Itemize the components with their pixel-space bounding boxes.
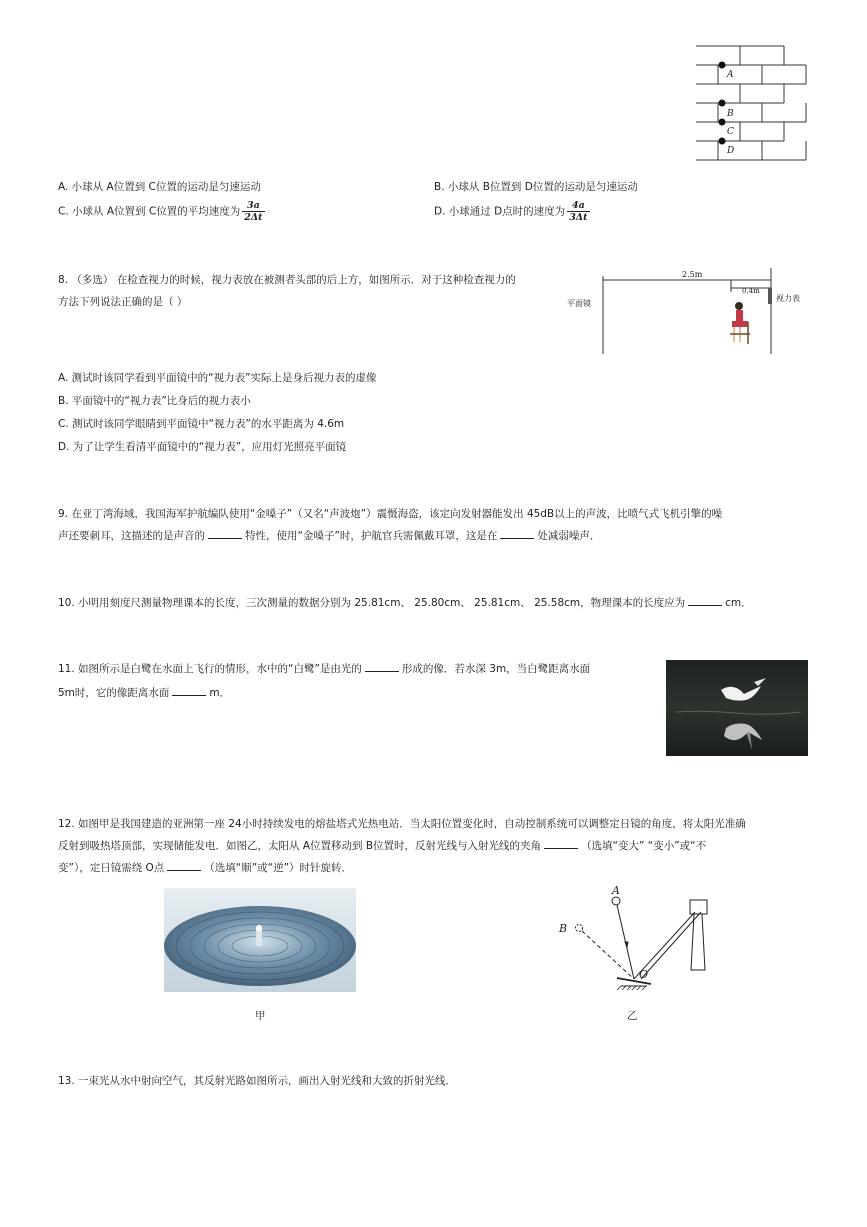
q7-option-b: B. 小球从 B位置到 D位置的运动是匀速运动	[434, 181, 638, 193]
eye-test-figure	[562, 266, 812, 358]
solar-plant-photo	[164, 888, 356, 992]
distance-label-2: 0.4m	[742, 287, 760, 295]
label-a: A	[727, 70, 734, 80]
label-o: O	[639, 968, 649, 981]
caption-jia: 甲	[255, 1010, 266, 1022]
egret-photo	[666, 660, 808, 756]
fraction: $\frac{4a}{3\Delta t}$	[569, 200, 588, 223]
answer-blank	[172, 685, 206, 696]
q8-stem-line2: 方法下列说法正确的是（ ）	[58, 296, 188, 308]
label-b: B	[727, 109, 734, 119]
q10-stem: 10. 小明用刻度尺测量物理课本的长度，三次测量的数据分别为 25.81cm、 25.80cm、 25.81cm、 25.58cm，物理课本的长度应为 cm．	[58, 597, 752, 609]
q9-stem-line1: 9. 在亚丁湾海域，我国海军护航编队使用“金嗓子”（又名“声波炮”）震慑海盗，该定向发射器能发出 45dB以上的声波，比喷气式飞机引擎的噪	[58, 508, 723, 520]
q8-option-d: D. 为了让学生看清平面镜中的“视力表”，应用灯光照亮平面镜	[58, 441, 347, 453]
q12-stem-line1: 12. 如图甲是我国建造的亚洲第一座 24小时持续发电的熔盐塔式光热电站．当太阳位置变化时，自动控制系统可以调整定日镜的角度，将太阳光准确	[58, 818, 746, 830]
q8-option-a: A. 测试时该同学看到平面镜中的“视力表”实际上是身后视力表的虚像	[58, 372, 377, 384]
q12-stem-line3: 变”），定日镜需绕 O点 （选填“顺”或“逆”）时针旋转．	[58, 862, 353, 874]
q7-option-c: C. 小球从 A位置到 C位置的平均速度为 $\frac{3a}{2\Delta t}$	[58, 200, 263, 223]
q13-stem: 13. 一束光从水中射向空气，其反射光路如图所示，画出入射光线和大致的折射光线．	[58, 1075, 457, 1087]
q12-stem-line2: 反射到吸热塔顶部，实现储能发电．如图乙，太阳从 A位置移动到 B位置时，反射光线与入射光线的夹角 （选填“变大” “变小”或“不	[58, 840, 707, 852]
label-b: B	[559, 922, 568, 935]
brick-wall-figure	[690, 44, 810, 164]
q8-option-c: C. 测试时该同学眼睛到平面镜中“视力表”的水平距离为 4.6m	[58, 418, 345, 430]
q7-option-d: D. 小球通过 D点时的速度为 $\frac{4a}{3\Delta t}$	[434, 200, 588, 223]
q8-stem-line1: 8. （多选） 在检查视力的时候，视力表放在被测者头部的后上方，如图所示．对于这种检查视力的	[58, 274, 516, 286]
label-d: D	[727, 146, 735, 156]
answer-blank	[688, 595, 722, 606]
answer-blank	[365, 661, 399, 672]
q7-option-a: A. 小球从 A位置到 C位置的运动是匀速运动	[58, 181, 261, 193]
answer-blank	[167, 860, 201, 871]
answer-blank	[544, 838, 578, 849]
answer-blank	[208, 528, 242, 539]
q11-stem-line2: 5m时，它的像距离水面 m．	[58, 687, 231, 699]
q9-stem-line2: 声还要刺耳，这描述的是声音的 特性，使用“金嗓子”时，护航官兵需佩戴耳罩，这是在 处减弱噪声．	[58, 530, 601, 542]
girl-illustration	[730, 302, 750, 344]
fraction: $\frac{3a}{2\Delta t}$	[244, 200, 263, 223]
label-a: A	[612, 884, 620, 897]
caption-yi: 乙	[627, 1010, 638, 1022]
chart-label: 视力表	[776, 294, 800, 303]
distance-label-1: 2.5m	[682, 270, 703, 279]
mirror-label: 平面镜	[567, 299, 591, 308]
q8-option-b: B. 平面镜中的“视力表”比身后的视力表小	[58, 395, 251, 407]
answer-blank	[500, 528, 534, 539]
label-c: C	[727, 127, 734, 137]
q11-stem-line1: 11. 如图所示是白鹭在水面上飞行的情形，水中的“白鹭”是由光的 形成的像．若水深 3m，当白鹭距离水面	[58, 663, 591, 675]
heliostat-diagram	[555, 882, 715, 997]
